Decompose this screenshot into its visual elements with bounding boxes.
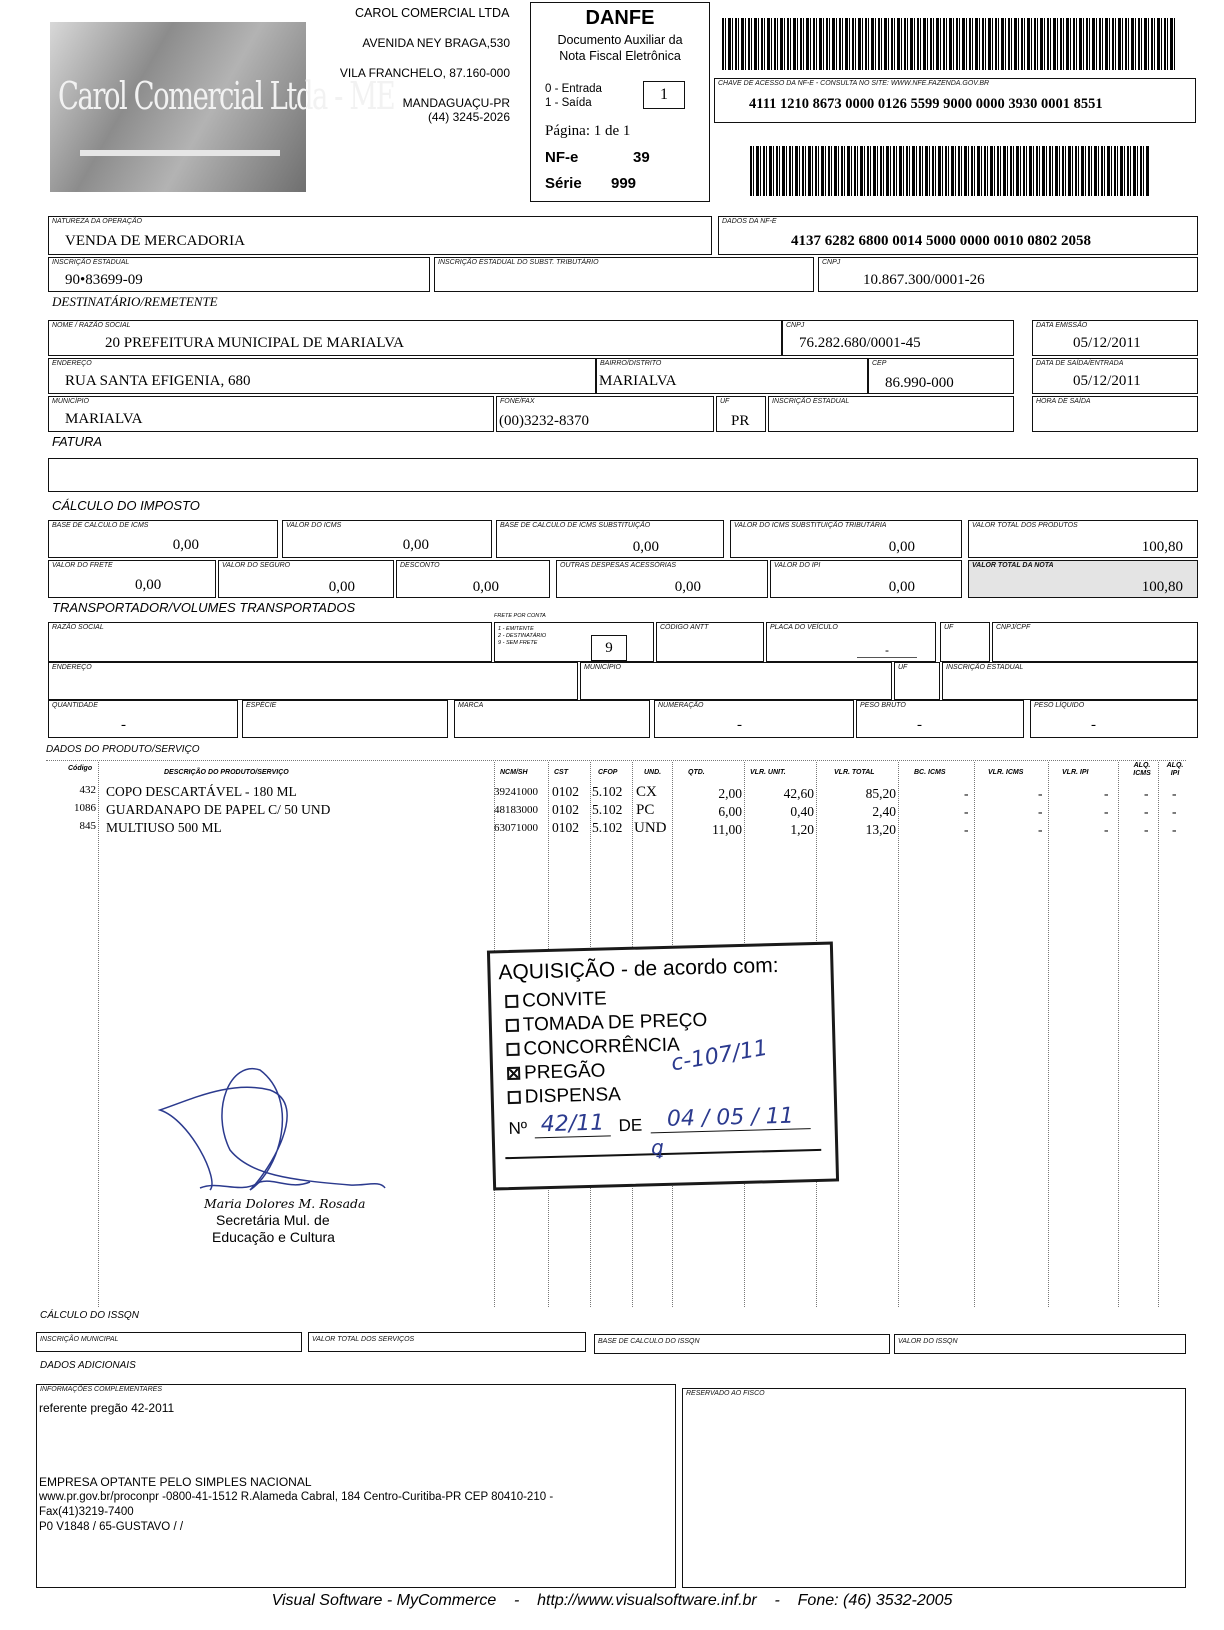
cell-total: 13,20 — [865, 822, 896, 837]
total-nota-label: VALOR TOTAL DA NOTA — [972, 562, 1054, 569]
cell-bc: - — [964, 804, 969, 819]
cell-cst: 0102 — [552, 802, 579, 817]
dest-saida-value: 05/12/2011 — [1073, 373, 1141, 389]
frete-conta-label: FRETE POR CONTA — [494, 613, 546, 619]
dest-bairro-value: MARIALVA — [599, 373, 677, 389]
ie-label: INSCRIÇÃO ESTADUAL — [52, 259, 130, 266]
transporte-section: TRANSPORTADOR/VOLUMES TRANSPORTADOS — [52, 600, 356, 615]
acquisition-stamp — [487, 942, 839, 1191]
transp-endereco-label: ENDEREÇO — [52, 664, 92, 671]
cell-unit: 1,20 — [790, 822, 814, 837]
valor-st-value: 0,00 — [888, 539, 915, 555]
col-ncm: NCM/SH — [500, 769, 528, 776]
info-line-1: referente pregão 42-2011 — [39, 1401, 175, 1415]
issqn-servicos-label: VALOR TOTAL DOS SERVIÇOS — [312, 1336, 415, 1343]
cell-unit: 42,60 — [783, 786, 814, 801]
seguro-label: VALOR DO SEGURO — [222, 562, 291, 569]
transp-cnpj-label: CNPJ/CPF — [996, 624, 1031, 631]
quantidade-box — [48, 700, 238, 738]
dest-ie-label: INSCRIÇÃO ESTADUAL — [772, 398, 850, 405]
col-unit: VLR. UNIT. — [750, 769, 786, 776]
issqn-section: CÁLCULO DO ISSQN — [40, 1310, 139, 1321]
dest-nome-value: 20 PREFEITURA MUNICIPAL DE MARIALVA — [105, 335, 404, 351]
frete-op2: 2 - DESTINATÁRIO — [498, 633, 547, 639]
cell-aipi: - — [1172, 822, 1177, 837]
cell-cst: 0102 — [552, 784, 579, 799]
natureza-box — [48, 216, 712, 255]
cnpj-emit-box — [818, 257, 1198, 292]
marca-label: MARCA — [458, 702, 484, 709]
outras-label: OUTRAS DESPESAS ACESSÓRIAS — [560, 562, 677, 569]
dest-cep-label: CEP — [872, 360, 887, 367]
dest-emissao-label: DATA EMISSÃO — [1036, 322, 1088, 329]
dest-saida-label: DATA DE SAÍDA/ENTRADA — [1036, 360, 1124, 367]
cell-bc: - — [964, 786, 969, 801]
dest-hora-label: HORA DE SAÍDA — [1036, 398, 1091, 405]
dados-nfe-value: 4137 6282 6800 0014 5000 0000 0010 0802 2058 — [791, 233, 1091, 249]
total-prod-box — [968, 520, 1198, 558]
checkbox-icon — [506, 1043, 519, 1056]
dest-cnpj-box — [782, 320, 1014, 356]
numeracao-box — [654, 700, 854, 738]
dest-cep-value: 86.990-000 — [885, 375, 954, 391]
frete-box — [48, 560, 216, 598]
dest-cnpj-label: CNPJ — [786, 322, 805, 329]
dest-endereco-label: ENDEREÇO — [52, 360, 92, 367]
dest-bairro-box — [596, 358, 868, 394]
cell-und: PC — [636, 802, 655, 818]
dest-municipio-value: MARIALVA — [65, 411, 143, 427]
col-sep — [98, 762, 99, 1307]
info-line-2: EMPRESA OPTANTE PELO SIMPLES NACIONAL — [39, 1475, 312, 1489]
barcode-bottom — [750, 146, 1150, 196]
peso-bruto-label: PESO BRUTO — [860, 702, 906, 709]
col-sep — [898, 762, 899, 1307]
issqn-base-label: BASE DE CALCULO DO ISSQN — [598, 1338, 700, 1345]
transp-uf2-box — [894, 662, 940, 700]
fatura-box — [48, 458, 1198, 492]
transp-municipio-label: MUNICÍPIO — [584, 664, 621, 671]
company-logo — [50, 22, 395, 192]
stamp-handwritten-ref: c-107/11 — [669, 1035, 770, 1077]
transp-razao-box — [48, 622, 492, 662]
stamp-item-label: TOMADA DE PREÇO — [522, 1009, 708, 1036]
info-line-5: P0 V1848 / 65-GUSTAVO / / — [39, 1521, 184, 1533]
seguro-box — [218, 560, 394, 598]
cnpj-emit-label: CNPJ — [822, 259, 841, 266]
col-vlr-icms: VLR. ICMS — [988, 769, 1024, 776]
valor-icms-label: VALOR DO ICMS — [286, 522, 342, 529]
natureza-value: VENDA DE MERCADORIA — [65, 233, 245, 249]
col-sep — [974, 762, 975, 1307]
dest-municipio-label: MUNICÍPIO — [52, 398, 89, 405]
dest-hora-box — [1032, 396, 1198, 432]
info-complementares-box — [36, 1384, 676, 1588]
emitter-name: CAROL COMERCIAL LTDA — [355, 6, 510, 20]
cell-aicms: - — [1144, 822, 1149, 837]
stamp-item-pregao — [507, 1061, 606, 1086]
cell-bc: - — [964, 822, 969, 837]
cell-cfop: 5.102 — [592, 784, 623, 799]
dest-nome-label: NOME / RAZÃO SOCIAL — [52, 322, 131, 329]
peso-bruto-value: - — [917, 717, 922, 733]
base-st-box — [496, 520, 724, 558]
base-st-value: 0,00 — [632, 539, 659, 555]
issqn-im-label: INSCRIÇÃO MUNICIPAL — [40, 1336, 119, 1343]
danfe-tipo: 1 — [643, 81, 685, 109]
danfe-title: DANFE — [585, 7, 655, 29]
dest-endereco-value: RUA SANTA EFIGENIA, 680 — [65, 373, 251, 389]
issqn-valor-label: VALOR DO ISSQN — [898, 1338, 958, 1345]
cell-qtd: 6,00 — [718, 804, 742, 819]
cell-codigo: 845 — [79, 820, 96, 832]
stamp-item-label: DISPENSA — [524, 1084, 622, 1108]
issqn-servicos-box — [308, 1332, 586, 1352]
valor-st-box — [730, 520, 962, 558]
danfe-entrada: 0 - Entrada — [545, 83, 602, 95]
outras-box — [556, 560, 768, 598]
access-key-label: CHAVE DE ACESSO DA NF-E - CONSULTA NO SITE: WWW.NFE.FAZENDA.GOV.BR — [718, 80, 990, 87]
ie-value: 90•83699-09 — [65, 272, 143, 288]
checkbox-checked-icon — [507, 1067, 520, 1080]
antt-box — [656, 622, 764, 662]
total-prod-value: 100,80 — [1141, 539, 1183, 555]
access-key-value: 4111 1210 8673 0000 0126 5599 9000 0000 3930 0001 8551 — [749, 96, 1103, 112]
col-qtd: QTD. — [688, 769, 705, 776]
col-alq-ipi: ALQ. IPI — [1166, 762, 1184, 777]
col-alq-icms: ALQ. ICMS — [1133, 762, 1151, 777]
checkbox-icon — [508, 1091, 521, 1104]
total-nota-box — [968, 560, 1198, 598]
total-nota-value: 100,80 — [1141, 579, 1183, 595]
reservado-fisco-box — [682, 1388, 1186, 1588]
base-icms-value: 0,00 — [172, 537, 199, 553]
dest-emissao-value: 05/12/2011 — [1073, 335, 1141, 351]
cell-ncm: 39241000 — [494, 786, 538, 798]
cell-aicms: - — [1144, 804, 1149, 819]
col-total: VLR. TOTAL — [834, 769, 875, 776]
dest-fone-label: FONE/FAX — [500, 398, 535, 405]
emitter-address: AVENIDA NEY BRAGA,530 — [362, 36, 510, 50]
valor-icms-value: 0,00 — [402, 537, 429, 553]
outras-value: 0,00 — [674, 579, 701, 595]
col-sep — [1118, 762, 1119, 1307]
dest-endereco-box — [48, 358, 596, 394]
dest-fone-box — [496, 396, 714, 432]
danfe-serie-label: Série — [545, 175, 582, 192]
transp-uf-label: UF — [944, 624, 954, 631]
dest-municipio-box — [48, 396, 494, 432]
danfe-subtitle-2: Nota Fiscal Eletrônica — [559, 49, 681, 63]
reservado-fisco-label: RESERVADO AO FISCO — [686, 1390, 765, 1397]
dados-nfe-label: DADOS DA NF-E — [722, 218, 777, 225]
stamp-item-label: CONCORRÊNCIA — [523, 1034, 680, 1060]
dest-uf-value: PR — [731, 413, 750, 429]
destinatario-section: DESTINATÁRIO/REMETENTE — [52, 294, 218, 309]
transp-ie-box — [942, 662, 1198, 700]
cell-qtd: 11,00 — [712, 822, 742, 837]
emitter-district: VILA FRANCHELO, 87.160-000 — [339, 66, 510, 80]
fatura-section: FATURA — [52, 434, 103, 449]
company-logo-text: Carol Comercial Ltda - ME — [58, 74, 395, 118]
dest-nome-box — [48, 320, 782, 356]
dest-bairro-label: BAIRRO/DISTRITO — [600, 360, 662, 367]
antt-label: CÓDIGO ANTT — [660, 624, 709, 631]
stamp-title: AQUISIÇÃO - de acordo com: — [498, 953, 779, 985]
cell-unit: 0,40 — [790, 804, 814, 819]
signature-role-2: Educação e Cultura — [212, 1229, 335, 1245]
adicionais-section: DADOS ADICIONAIS — [40, 1360, 136, 1371]
transp-ie-label: INSCRIÇÃO ESTADUAL — [946, 664, 1024, 671]
produtos-section: DADOS DO PRODUTO/SERVIÇO — [46, 744, 200, 755]
peso-bruto-box — [856, 700, 1024, 738]
desconto-value: 0,00 — [472, 579, 499, 595]
dados-nfe-box — [718, 216, 1198, 255]
frete-value: 0,00 — [135, 577, 162, 593]
cell-total: 85,20 — [865, 786, 896, 801]
stamp-item-label: CONVITE — [521, 988, 607, 1012]
info-line-4: Fax(41)3219-7400 — [39, 1506, 134, 1518]
dest-fone-value: (00)3232-8370 — [499, 413, 589, 429]
danfe-box — [530, 2, 710, 202]
col-cfop: CFOP — [598, 769, 618, 776]
transp-municipio-box — [580, 662, 892, 700]
quantidade-label: QUANTIDADE — [52, 702, 98, 709]
ipi-box — [770, 560, 962, 598]
stamp-item-convite — [505, 988, 607, 1013]
cell-aicms: - — [1144, 786, 1149, 801]
dest-saida-box — [1032, 358, 1198, 394]
cell-vipi: - — [1104, 804, 1109, 819]
peso-liquido-label: PESO LÍQUIDO — [1034, 702, 1085, 709]
especie-box — [242, 700, 448, 738]
peso-liquido-box — [1030, 700, 1198, 738]
col-bc-icms: BC. ICMS — [914, 769, 946, 776]
stamp-item-label: PREGÃO — [523, 1060, 606, 1084]
ie-st-box — [434, 257, 814, 292]
desconto-box — [396, 560, 550, 598]
transp-uf-box — [940, 622, 990, 662]
quantidade-value: - — [121, 717, 126, 733]
base-icms-label: BASE DE CALCULO DE ICMS — [52, 522, 149, 529]
transp-uf2-label: UF — [898, 664, 908, 671]
numeracao-value: - — [737, 717, 742, 733]
especie-label: ESPÉCIE — [246, 702, 277, 709]
danfe-nfe-num: 39 — [633, 149, 650, 166]
cell-ncm: 63071000 — [494, 822, 538, 834]
cell-aipi: - — [1172, 804, 1177, 819]
frete-val: 9 — [591, 635, 627, 661]
stamp-item-tomada — [506, 1010, 708, 1037]
danfe-nfe-label: NF-e — [545, 149, 579, 166]
placa-box — [766, 622, 936, 662]
seguro-value: 0,00 — [328, 579, 355, 595]
dest-ie-box — [768, 396, 1014, 432]
base-st-label: BASE DE CALCULO DE ICMS SUBSTITUIÇÃO — [500, 522, 651, 529]
stamp-data: 04 / 05 / 11 — [650, 1103, 811, 1133]
col-vlr-ipi: VLR. IPI — [1062, 769, 1089, 776]
frete-op3: 9 - SEM FRETE — [498, 640, 538, 646]
col-cst: CST — [554, 769, 568, 776]
issqn-im-box — [36, 1332, 302, 1352]
cell-total: 2,40 — [872, 804, 896, 819]
danfe-saida: 1 - Saída — [545, 97, 592, 109]
col-sep — [1158, 762, 1159, 1307]
ie-box — [48, 257, 430, 292]
frete-op1: 1 - EMITENTE — [498, 626, 534, 632]
cell-cfop: 5.102 — [592, 820, 623, 835]
cell-cst: 0102 — [552, 820, 579, 835]
dest-uf-label: UF — [720, 398, 730, 405]
cell-vicms: - — [1038, 822, 1043, 837]
info-line-3: www.pr.gov.br/proconpr -0800-41-1512 R.Alameda Cabral, 184 Centro-Curitiba-PR CEP 80410-210 - — [39, 1491, 554, 1503]
numeracao-label: NUMERAÇÃO — [658, 702, 704, 709]
danfe-serie-num: 999 — [611, 175, 637, 192]
frete-conta-box — [494, 622, 654, 662]
col-descricao: DESCRIÇÃO DO PRODUTO/SERVIÇO — [164, 769, 289, 776]
cell-vipi: - — [1104, 822, 1109, 837]
cell-cfop: 5.102 — [592, 802, 623, 817]
cell-vipi: - — [1104, 786, 1109, 801]
col-und: UND. — [644, 769, 662, 776]
dest-uf-box — [716, 396, 766, 432]
transp-cnpj-box — [992, 622, 1198, 662]
emitter-city: MANDAGUAÇU-PR — [402, 96, 510, 110]
total-prod-label: VALOR TOTAL DOS PRODUTOS — [972, 522, 1078, 529]
placa-label: PLACA DO VEÍCULO — [770, 624, 838, 631]
dest-cnpj-value: 76.282.680/0001-45 — [799, 335, 921, 351]
issqn-base-box — [594, 1334, 890, 1354]
transp-endereco-box — [48, 662, 578, 700]
checkbox-icon — [505, 995, 518, 1008]
cell-vicms: - — [1038, 804, 1043, 819]
valor-st-label: VALOR DO ICMS SUBSTITUIÇÃO TRIBUTÁRIA — [734, 522, 887, 529]
ipi-value: 0,00 — [888, 579, 915, 595]
logo-underline — [80, 150, 280, 156]
checkbox-icon — [506, 1019, 519, 1032]
stamp-numero: 42/11 — [534, 1110, 611, 1138]
cell-und: CX — [636, 784, 657, 800]
cell-ncm: 48183000 — [494, 804, 538, 816]
cell-codigo: 1086 — [74, 802, 96, 814]
barcode-top — [722, 18, 1177, 70]
natureza-label: NATUREZA DA OPERAÇÃO — [52, 218, 142, 225]
danfe-pagina: Página: 1 de 1 — [545, 123, 631, 139]
cell-descricao: GUARDANAPO DE PAPEL C/ 50 UND — [106, 802, 331, 817]
cell-aipi: - — [1172, 786, 1177, 801]
col-sep — [1048, 762, 1049, 1307]
dest-emissao-box — [1032, 320, 1198, 356]
peso-liquido-value: - — [1091, 717, 1096, 733]
signature-role-1: Secretária Mul. de — [216, 1212, 330, 1228]
transp-razao-label: RAZÃO SOCIAL — [52, 624, 104, 631]
signature-name: Maria Dolores M. Rosada — [204, 1196, 366, 1211]
col-codigo: Código — [68, 765, 93, 772]
access-key-box — [714, 78, 1196, 123]
cell-und: UND — [634, 820, 667, 836]
dest-cep-box — [868, 358, 1014, 394]
desconto-label: DESCONTO — [400, 562, 440, 569]
imposto-section: CÁLCULO DO IMPOSTO — [52, 498, 200, 513]
base-icms-box — [48, 520, 278, 558]
cell-qtd: 2,00 — [718, 786, 742, 801]
stamp-de-label: DE — [618, 1115, 643, 1136]
issqn-valor-box — [894, 1334, 1186, 1354]
footer-text: Visual Software - MyCommerce - http://www.visualsoftware.inf.br - Fone: (46) 3532-2005 — [271, 1592, 953, 1609]
cell-descricao: COPO DESCARTÁVEL - 180 ML — [106, 784, 297, 799]
emitter-phone: (44) 3245-2026 — [427, 110, 510, 124]
frete-label: VALOR DO FRETE — [52, 562, 113, 569]
cnpj-emit-value: 10.867.300/0001-26 — [863, 272, 985, 288]
marca-box — [454, 700, 650, 738]
danfe-subtitle-1: Documento Auxiliar da — [557, 33, 683, 47]
cell-descricao: MULTIUSO 500 ML — [106, 820, 222, 835]
stamp-initials: ꝗ — [650, 1135, 665, 1160]
cell-codigo: 432 — [79, 784, 96, 796]
ie-st-label: INSCRIÇÃO ESTADUAL DO SUBST. TRIBUTÁRIO — [438, 259, 599, 266]
stamp-numero-label: Nº — [508, 1118, 528, 1139]
cell-vicms: - — [1038, 786, 1043, 801]
ipi-label: VALOR DO IPI — [774, 562, 821, 569]
signature-scribble — [150, 1060, 410, 1210]
placa-value: - — [857, 643, 917, 658]
valor-icms-box — [282, 520, 492, 558]
stamp-item-concorrencia — [506, 1035, 680, 1062]
info-complementares-label: INFORMAÇÕES COMPLEMENTARES — [40, 1386, 162, 1393]
stamp-item-dispensa — [507, 1084, 621, 1109]
